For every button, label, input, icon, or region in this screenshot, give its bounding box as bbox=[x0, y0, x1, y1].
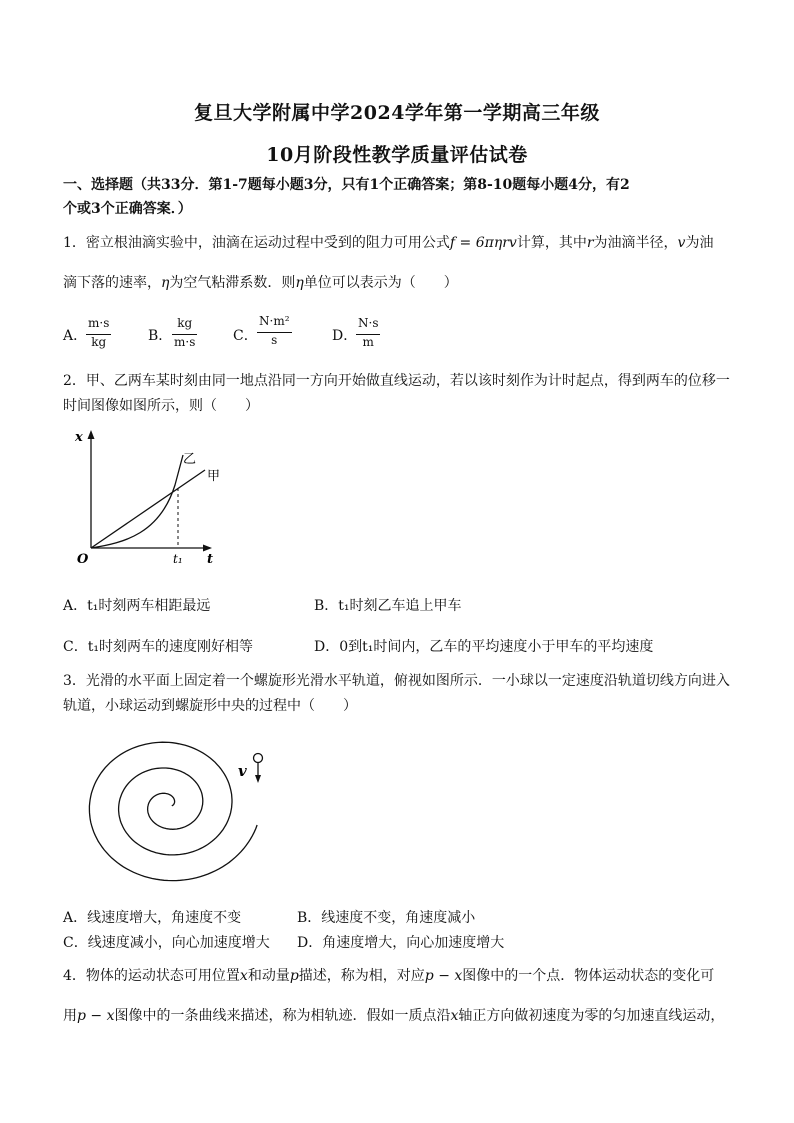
q2-graph-jia-label: 甲 bbox=[207, 469, 221, 484]
q2-graph-y-label: x bbox=[75, 430, 83, 445]
q2-graph-line-jia bbox=[91, 470, 205, 548]
q2-graph-y-arrow bbox=[88, 430, 95, 439]
q1-option-d-fraction: $\frac{N\cdot s}{m}$ bbox=[358, 316, 379, 349]
q3-option-d[interactable]: D．角速度增大，向心加速度增大 bbox=[297, 935, 505, 951]
q2-graph-t1-label: t₁ bbox=[173, 552, 183, 566]
q3-option-c[interactable]: C．线速度减小，向心加速度增大 bbox=[63, 935, 270, 951]
q2-graph-x-arrow bbox=[203, 545, 212, 552]
q2-graph-x-label: t bbox=[207, 552, 214, 567]
q3-stem-line2: 轨道，小球运动到螺旋形中央的过程中（ ） bbox=[63, 698, 357, 714]
q2-position-time-graph bbox=[70, 425, 230, 570]
q2-stem-line1: 2．甲、乙两车某时刻由同一地点沿同一方向开始做直线运动，若以该时刻作为计时起点，得到两车的位移一 bbox=[63, 373, 730, 389]
q1-option-c-fraction: $\frac{\text{N·m²}}{s}$ bbox=[259, 314, 290, 347]
q1-option-b-fraction: $\frac{kg}{m\cdot s}$ bbox=[174, 316, 196, 349]
q1-stem-line2: 滴下落的速率，η为空气粘滞系数．则η单位可以表示为（ ） bbox=[63, 275, 458, 291]
q3-option-b[interactable]: B．线速度不变，角速度减小 bbox=[297, 910, 476, 926]
exam-page: 复旦大学附属中学2024学年第一学期高三年级 10月阶段性教学质量评估试卷 一、选择题（共33分．第1-7题每小题3分，只有1个正确答案；第8-10题每小题4分，有2 个或3个正确答案．） 1．密立根油滴实验中，油滴在运动过程中受到的阻力可用公式f = 6πηrv计算，其中r为油滴半径，v为油 滴下落的速率，η为空气粘滞系数．则η单位可以表示为（ ） A． $\frac{m\cdot s}{kg}$ B． $\frac{kg}{m\cdot s}$ C． $\frac{\text{N·m²}}{s}$ D． $\frac{N\cdot s}{m}$ 2．甲、乙两车某时刻由同一地点沿同一方向开始做直线运动，若以该时刻作为计时起点，得到两车的位移一 时间图像如图所示，则（ ） x t O t₁ 甲 乙 A．t₁时刻两车相距最远 B．t₁时刻乙车追上甲车 C．t₁时刻两车的速度刚好相等 D．0到t₁时间内，乙车的平均速度小于甲车的平均速度 3．光滑的水平面上固定着一个螺旋形光滑水平轨道，俯视如图所示．一小球以一定速度沿轨道切线方向进入 轨道，小球运动到螺旋形中央的过程中（ ） v A．线速度增大，角速度不变 B．线速度不变，角速度减小 C．线速度减小，向心加速度增大 D．角速度增大，向心加速度增大 4．物体的运动状态可用位置x和动量p描述，称为相，对应p − x图像中的一个点．物体运动状态的变化可 用p − x图像中的一条曲线来描述，称为相轨迹．假如一质点沿x轴正方向做初速度为零的匀加速直线运动， bbox=[0, 0, 794, 1123]
q2-stem-line2: 时间图像如图所示，则（ ） bbox=[63, 398, 259, 414]
q4-stem-line2: 用p − x图像中的一条曲线来描述，称为相轨迹．假如一质点沿x轴正方向做初速度为零的匀加速直线运动， bbox=[63, 1008, 725, 1024]
q2-option-a[interactable]: A．t₁时刻两车相距最远 bbox=[63, 598, 211, 614]
q3-option-a[interactable]: A．线速度增大，角速度不变 bbox=[63, 910, 242, 926]
exam-title-line1: 复旦大学附属中学2024学年第一学期高三年级 bbox=[194, 102, 600, 124]
q2-graph-origin-label: O bbox=[77, 552, 89, 567]
exam-title-line2: 10月阶段性教学质量评估试卷 bbox=[266, 144, 528, 166]
q2-graph-yi-label: 乙 bbox=[183, 452, 197, 467]
q4-stem-line1: 4．物体的运动状态可用位置x和动量p描述，称为相，对应p − x图像中的一个点．物体运动状态的变化可 bbox=[63, 968, 715, 984]
section1-heading: 一、选择题（共33分．第1-7题每小题3分，只有1个正确答案；第8-10题每小题4分，有2 bbox=[63, 177, 630, 193]
q1-formula: f = 6πηrv bbox=[449, 235, 517, 251]
q2-option-d[interactable]: D．0到t₁时间内，乙车的平均速度小于甲车的平均速度 bbox=[314, 639, 654, 655]
q3-stem-line1: 3．光滑的水平面上固定着一个螺旋形光滑水平轨道，俯视如图所示．一小球以一定速度沿轨道切线方向进入 bbox=[63, 673, 730, 689]
section1-heading-cont: 个或3个正确答案．） bbox=[63, 201, 192, 217]
q1-stem-line1: 1．密立根油滴实验中，油滴在运动过程中受到的阻力可用公式f = 6πηrv计算，其中r为油滴半径，v为油 bbox=[63, 235, 714, 251]
q3-ball bbox=[254, 754, 263, 763]
q3-spiral-track bbox=[89, 742, 257, 880]
q3-velocity-label: v bbox=[238, 762, 247, 780]
q2-option-b[interactable]: B．t₁时刻乙车追上甲车 bbox=[314, 598, 462, 614]
q3-velocity-arrowhead bbox=[255, 775, 261, 783]
q3-spiral-track-diagram bbox=[70, 725, 280, 895]
q1-option-a-fraction: $\frac{m\cdot s}{kg}$ bbox=[88, 316, 110, 349]
q2-graph-curve-yi bbox=[91, 455, 183, 548]
q2-option-c[interactable]: C．t₁时刻两车的速度刚好相等 bbox=[63, 639, 253, 655]
